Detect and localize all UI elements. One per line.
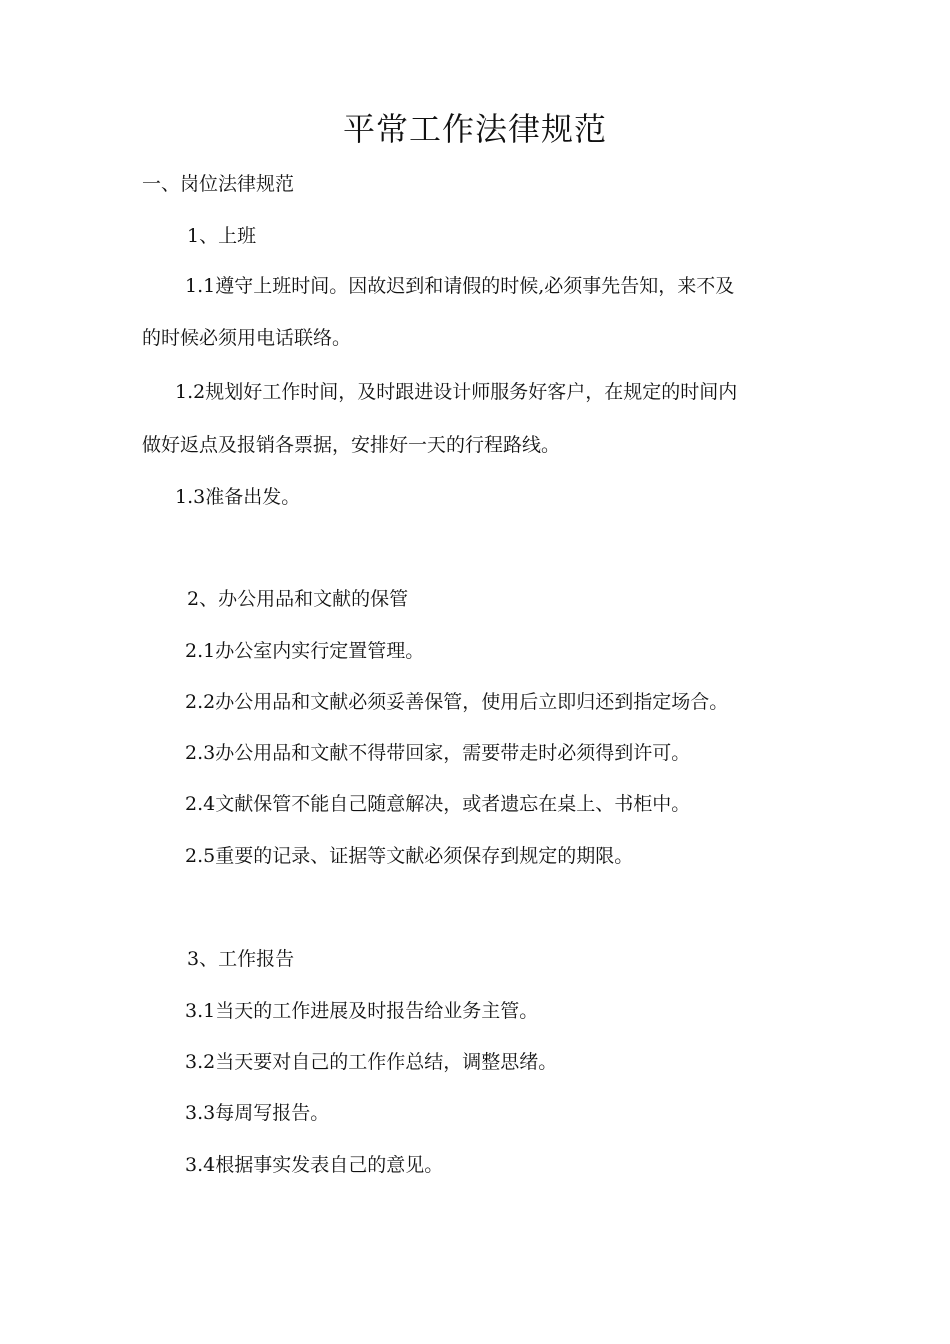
paragraph-line: 3.2当天要对自己的工作作总结，调整思绪。 <box>185 1051 558 1073</box>
section-heading: 一、岗位法律规范 <box>142 173 295 195</box>
paragraph-line: 1.2规划好工作时间，及时跟进设计师服务好客户，在规定的时间内 <box>175 381 738 403</box>
paragraph-line: 1.1遵守上班时间。因故迟到和请假的时候,必须事先告知，来不及 <box>185 275 735 297</box>
paragraph-line: 3.4根据事实发表自己的意见。 <box>185 1154 444 1176</box>
paragraph-line: 2.3办公用品和文献不得带回家，需要带走时必须得到许可。 <box>185 742 691 764</box>
paragraph-line: 做好返点及报销各票据，安排好一天的行程路线。 <box>142 434 561 456</box>
subsection-heading: 3、工作报告 <box>187 948 295 970</box>
paragraph-line: 2.5重要的记录、证据等文献必须保存到规定的期限。 <box>185 845 634 867</box>
paragraph-line: 2.4文献保管不能自己随意解决，或者遗忘在桌上、书柜中。 <box>185 793 691 815</box>
paragraph-line: 1.3准备出发。 <box>175 486 301 508</box>
document-title: 平常工作法律规范 <box>342 110 607 148</box>
subsection-heading: 1、上班 <box>187 225 257 247</box>
paragraph-line: 3.3每周写报告。 <box>185 1102 330 1124</box>
paragraph-line: 3.1当天的工作进展及时报告给业务主管。 <box>185 1000 539 1022</box>
subsection-heading: 2、办公用品和文献的保管 <box>187 588 409 610</box>
paragraph-line: 2.1办公室内实行定置管理。 <box>185 640 425 662</box>
paragraph-line: 2.2办公用品和文献必须妥善保管，使用后立即归还到指定场合。 <box>185 691 729 713</box>
paragraph-line: 的时候必须用电话联络。 <box>142 327 352 349</box>
